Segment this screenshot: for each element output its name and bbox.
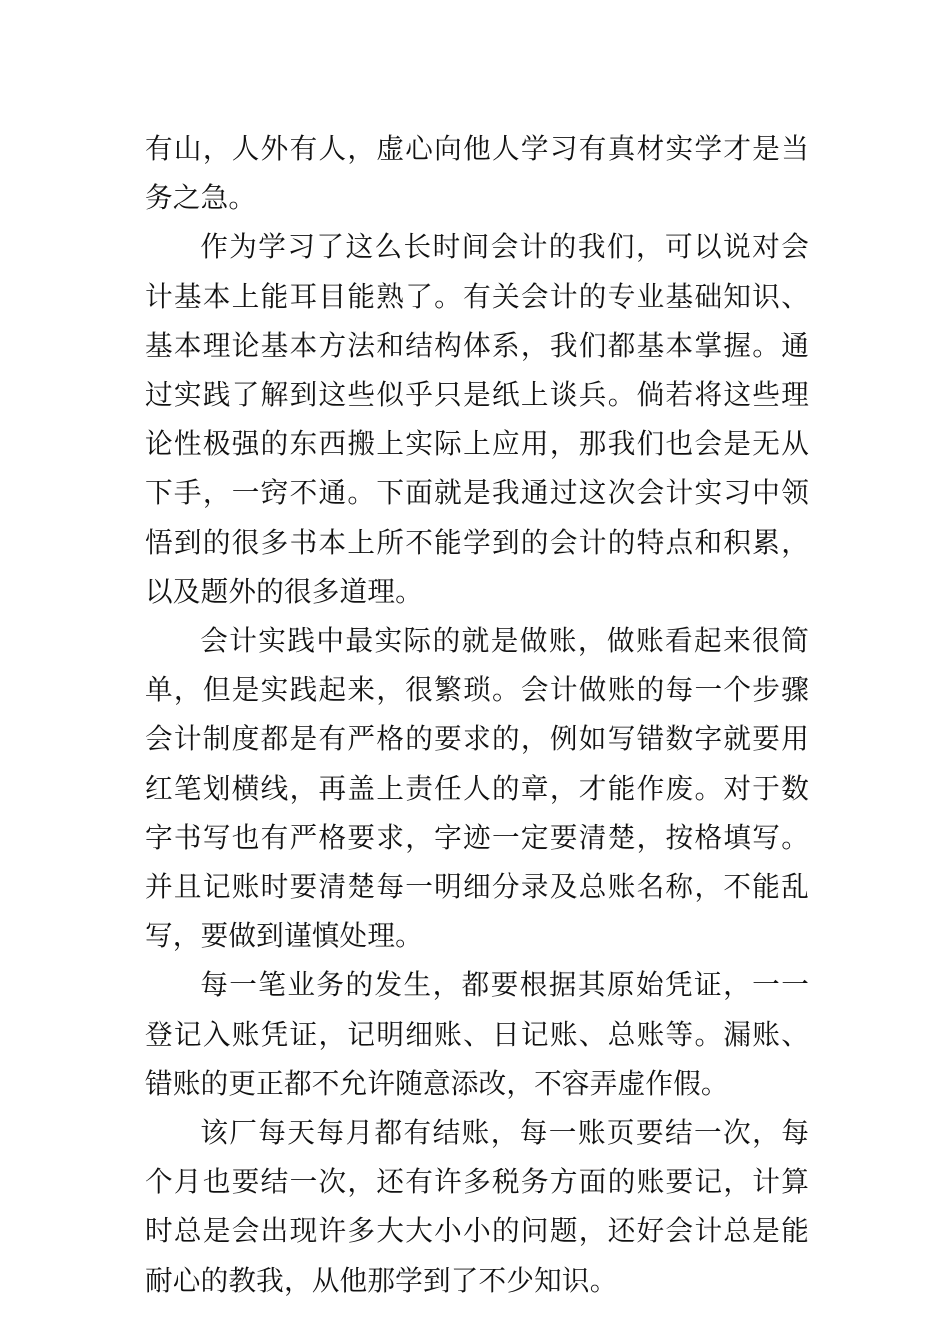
paragraph: 会计实践中最实际的就是做账，做账看起来很简单，但是实践起来，很繁琐。会计做账的每一个步骤会计制度都是有严格的要求的，例如写错数字就要用红笔划横线，再盖上责任人的章，才能作废。对于数字书写也有严格要求，字迹一定要清楚，按格填写。并且记账时要清楚每一明细分录及总账名称，不能乱写，要做到谨慎处理。: [145, 624, 809, 953]
paragraph: 每一笔业务的发生，都要根据其原始凭证，一一登记入账凭证，记明细账、日记账、总账等。漏账、错账的更正都不允许随意添改，不容弄虚作假。: [145, 968, 809, 1100]
body-text: [145, 124, 809, 1305]
paragraph: 有山，人外有人，虚心向他人学习有真材实学才是当务之急。: [145, 132, 809, 215]
paragraph: 作为学习了这么长时间会计的我们，可以说对会计基本上能耳目能熟了。有关会计的专业基础知识、基本理论基本方法和结构体系，我们都基本掌握。通过实践了解到这些似乎只是纸上谈兵。倘若将这些理论性极强的东西搬上实际上应用，那我们也会是无从下手，一窍不通。下面就是我通过这次会计实习中领悟到的很多书本上所不能学到的会计的特点和积累，以及题外的很多道理。: [145, 230, 809, 608]
paragraph: 该厂每天每月都有结账，每一账页要结一次，每个月也要结一次，还有许多税务方面的账要记，计算时总是会出现许多大大小小的问题，还好会计总是能耐心的教我，从他那学到了不少知识。: [145, 1116, 809, 1297]
